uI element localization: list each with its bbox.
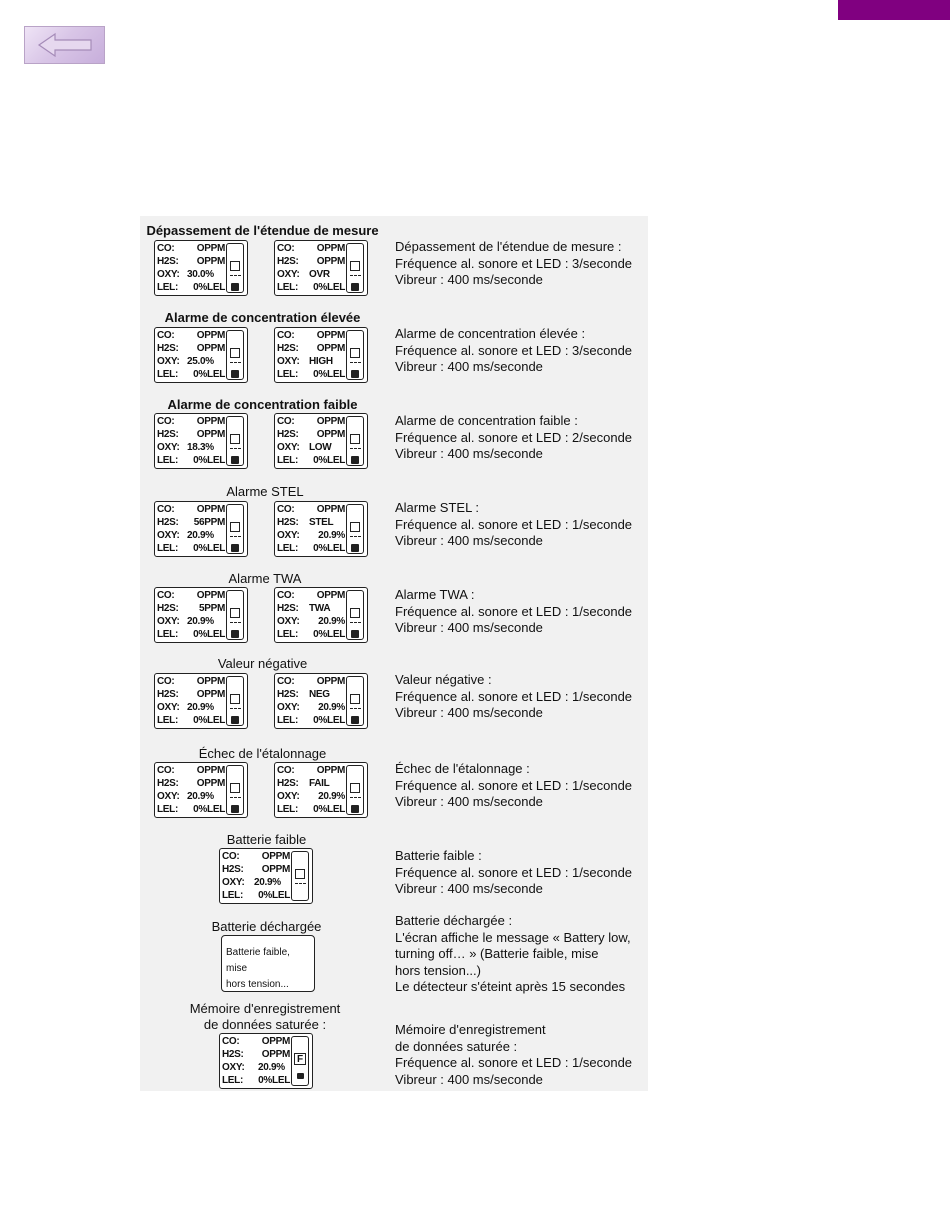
battery-icon: [346, 416, 364, 466]
lcd-gas-value: OPPM: [316, 429, 345, 440]
lcd-gas-label: CO:: [157, 416, 175, 427]
lcd-gas-label: CO:: [277, 590, 295, 601]
lcd-gas-value: OPPM: [196, 256, 225, 267]
battery-icon: [291, 1036, 309, 1086]
lcd-display: [219, 848, 313, 904]
lcd-gas-value: OPPM: [196, 504, 225, 515]
lcd-gas-label: H2S:: [157, 429, 179, 440]
lcd-gas-value: LOW: [309, 442, 332, 453]
lcd-gas-label: H2S:: [157, 256, 179, 267]
lcd-gas-label: OXY:: [277, 530, 300, 541]
section-title: Dépassement de l'étendue de mesure: [146, 223, 379, 238]
description-line: Mémoire d'enregistrement: [395, 1022, 546, 1037]
lcd-gas-label: OXY:: [157, 356, 180, 367]
section-description: [395, 913, 631, 996]
section-title: Batterie faible: [226, 832, 307, 847]
lcd-gas-label: CO:: [277, 504, 295, 515]
lcd-gas-value: 0%LEL: [313, 455, 345, 466]
lcd-gas-label: OXY:: [222, 1062, 245, 1073]
battery-segment: [351, 456, 359, 464]
battery-icon: [346, 330, 364, 380]
battery-icon: [291, 851, 309, 901]
battery-segment: [230, 522, 240, 532]
section-title-line2: de données saturée :: [203, 1017, 327, 1032]
lcd-gas-label: LEL:: [222, 1075, 244, 1086]
lcd-gas-label: LEL:: [277, 455, 299, 466]
battery-segment: [350, 536, 361, 542]
battery-segment: [230, 434, 240, 444]
battery-icon: [346, 676, 364, 726]
lcd-gas-value: OPPM: [316, 765, 345, 776]
battery-icon: [346, 765, 364, 815]
battery-segment: [350, 797, 361, 803]
lcd-gas-label: LEL:: [157, 282, 179, 293]
lcd-gas-value: 20.9%: [318, 530, 345, 541]
description-line: hors tension...): [395, 962, 481, 978]
lcd-gas-value: 0%LEL: [313, 543, 345, 554]
lcd-gas-value: 20.9%: [187, 616, 214, 627]
description-line: Vibreur : 400 ms/seconde: [395, 272, 543, 287]
lcd-gas-label: OXY:: [157, 269, 180, 280]
lcd-gas-value: 20.9%: [318, 791, 345, 802]
battery-segment: [231, 283, 239, 291]
description-line: Alarme de concentration faible :: [395, 413, 578, 428]
battery-icon: [346, 243, 364, 293]
section-description: [395, 848, 632, 898]
lcd-gas-value: 20.9%: [254, 877, 281, 888]
lcd-gas-value: OPPM: [261, 1036, 290, 1047]
description-line: Dépassement de l'étendue de mesure :: [395, 239, 622, 254]
battery-segment: [350, 622, 361, 628]
lcd-gas-value: 20.9%: [318, 702, 345, 713]
description-line: Échec de l'étalonnage :: [395, 761, 530, 776]
lcd-display: [154, 413, 248, 469]
lcd-gas-label: LEL:: [277, 715, 299, 726]
description-line: Vibreur : 400 ms/seconde: [395, 359, 543, 374]
lcd-gas-value: OPPM: [316, 243, 345, 254]
description-line: de données saturée :: [395, 1038, 518, 1054]
description-line: Vibreur : 400 ms/seconde: [395, 705, 543, 720]
lcd-gas-label: CO:: [277, 676, 295, 687]
lcd-gas-label: H2S:: [277, 778, 299, 789]
lcd-gas-label: CO:: [277, 765, 295, 776]
lcd-gas-label: LEL:: [157, 715, 179, 726]
battery-segment: [231, 716, 239, 724]
lcd-display: [274, 762, 368, 818]
lcd-gas-label: H2S:: [157, 343, 179, 354]
battery-segment: [231, 630, 239, 638]
battery-segment: [231, 805, 239, 813]
description-line: Vibreur : 400 ms/seconde: [395, 1071, 543, 1087]
description-line: Fréquence al. sonore et LED : 1/seconde: [395, 777, 633, 793]
battery-icon: [226, 765, 244, 815]
lcd-gas-label: CO:: [157, 330, 175, 341]
lcd-gas-value: OPPM: [196, 429, 225, 440]
description-line: Vibreur : 400 ms/seconde: [395, 446, 543, 461]
description-line: Le détecteur s'éteint après 15 secondes: [395, 979, 626, 994]
lcd-gas-value: OPPM: [316, 330, 345, 341]
lcd-gas-label: OXY:: [157, 442, 180, 453]
section-description: [395, 1022, 632, 1088]
section-description: [395, 672, 632, 722]
description-line: Vibreur : 400 ms/seconde: [395, 620, 543, 635]
battery-icon: [226, 504, 244, 554]
section-title: Alarme STEL: [226, 484, 304, 499]
lcd-display: [154, 501, 248, 557]
lcd-gas-value: 0%LEL: [313, 629, 345, 640]
lcd-gas-value: 20.9%: [187, 530, 214, 541]
description-line: Alarme TWA :: [395, 587, 475, 602]
section-title: Alarme de concentration faible: [167, 397, 358, 412]
lcd-gas-value: OVR: [309, 269, 330, 280]
lcd-gas-label: OXY:: [277, 791, 300, 802]
lcd-gas-value: 0%LEL: [313, 804, 345, 815]
battery-segment: [350, 694, 360, 704]
lcd-gas-label: OXY:: [157, 530, 180, 541]
section-description: [395, 239, 632, 289]
lcd-gas-value: OPPM: [261, 851, 290, 862]
lcd-gas-value: OPPM: [316, 504, 345, 515]
description-line: Fréquence al. sonore et LED : 1/seconde: [395, 603, 633, 619]
lcd-gas-label: OXY:: [157, 791, 180, 802]
description-line: Alarme STEL :: [395, 500, 480, 515]
battery-segment: [350, 448, 361, 454]
battery-segment: [230, 362, 241, 368]
lcd-gas-label: LEL:: [157, 804, 179, 815]
description-line: Fréquence al. sonore et LED : 1/seconde: [395, 688, 633, 704]
lcd-gas-value: OPPM: [196, 689, 225, 700]
description-line: Fréquence al. sonore et LED : 3/seconde: [395, 342, 633, 358]
lcd-gas-value: OPPM: [196, 330, 225, 341]
description-line: Vibreur : 400 ms/seconde: [395, 533, 543, 548]
section-title: Batterie déchargée: [211, 919, 322, 934]
section-title: Alarme de concentration élevée: [164, 310, 361, 325]
lcd-message-display: Batterie faible, mise hors tension...: [221, 935, 315, 992]
battery-segment: [295, 883, 306, 889]
lcd-display: [219, 1033, 313, 1089]
lcd-gas-value: 20.9%: [318, 616, 345, 627]
section-description: [395, 587, 632, 637]
arrow-left-icon: [35, 32, 95, 58]
battery-segment: [350, 434, 360, 444]
lcd-gas-label: CO:: [157, 676, 175, 687]
description-line: Alarme de concentration élevée :: [395, 326, 586, 341]
lcd-gas-label: OXY:: [222, 877, 245, 888]
lcd-gas-value: 5PPM: [198, 603, 225, 614]
lcd-gas-value: OPPM: [196, 676, 225, 687]
section-title: Mémoire d'enregistrement: [189, 1001, 341, 1016]
lcd-gas-value: OPPM: [316, 676, 345, 687]
description-line: Vibreur : 400 ms/seconde: [395, 794, 543, 809]
lcd-gas-label: H2S:: [222, 864, 244, 875]
lcd-gas-value: 25.0%: [187, 356, 214, 367]
lcd-gas-value: 0%LEL: [193, 282, 225, 293]
lcd-gas-value: OPPM: [196, 343, 225, 354]
lcd-gas-value: OPPM: [261, 1049, 290, 1060]
lcd-gas-value: 0%LEL: [258, 1075, 290, 1086]
battery-icon: [226, 676, 244, 726]
battery-segment: [351, 805, 359, 813]
lcd-gas-label: H2S:: [277, 517, 299, 528]
battery-segment: [231, 544, 239, 552]
battery-segment: [231, 370, 239, 378]
description-line: turning off… » (Batterie faible, mise: [395, 946, 599, 961]
lcd-display: [154, 673, 248, 729]
battery-segment: [230, 797, 241, 803]
lcd-gas-label: CO:: [277, 330, 295, 341]
battery-segment: [350, 261, 360, 271]
battery-segment: [230, 275, 241, 281]
battery-segment: [230, 694, 240, 704]
lcd-display: [274, 501, 368, 557]
battery-segment: [351, 283, 359, 291]
battery-segment: [230, 448, 241, 454]
description-line: L'écran affiche le message « Battery low,: [395, 929, 631, 945]
back-button[interactable]: [24, 26, 105, 64]
battery-segment: [230, 708, 241, 714]
lcd-gas-label: H2S:: [277, 603, 299, 614]
lcd-display: [274, 673, 368, 729]
battery-segment: [351, 370, 359, 378]
description-line: Fréquence al. sonore et LED : 2/seconde: [395, 429, 633, 445]
lcd-gas-label: CO:: [157, 590, 175, 601]
battery-segment: [231, 456, 239, 464]
lcd-gas-value: OPPM: [316, 256, 345, 267]
lcd-gas-label: LEL:: [277, 629, 299, 640]
lcd-gas-label: CO:: [157, 243, 175, 254]
lcd-gas-label: OXY:: [157, 702, 180, 713]
battery-segment: [350, 522, 360, 532]
lcd-gas-label: LEL:: [277, 804, 299, 815]
lcd-gas-value: 0%LEL: [193, 629, 225, 640]
lcd-display: [274, 587, 368, 643]
battery-segment: [351, 630, 359, 638]
battery-segment: [230, 348, 240, 358]
battery-icon: [226, 590, 244, 640]
lcd-gas-value: 20.9%: [187, 702, 214, 713]
lcd-gas-label: OXY:: [277, 702, 300, 713]
memory-full-indicator: F: [294, 1053, 306, 1065]
battery-segment: [351, 544, 359, 552]
lcd-gas-value: 0%LEL: [313, 715, 345, 726]
lcd-display: [154, 240, 248, 296]
battery-segment: [230, 783, 240, 793]
lcd-gas-label: LEL:: [157, 369, 179, 380]
lcd-gas-value: 0%LEL: [193, 543, 225, 554]
description-line: Batterie faible :: [395, 848, 482, 863]
lcd-gas-label: H2S:: [157, 603, 179, 614]
lcd-gas-label: H2S:: [277, 343, 299, 354]
lcd-gas-label: H2S:: [157, 517, 179, 528]
battery-icon: [226, 416, 244, 466]
section-title: Échec de l'étalonnage: [198, 746, 327, 761]
description-line: Valeur négative :: [395, 672, 492, 687]
lcd-display: [154, 587, 248, 643]
lcd-gas-value: 0%LEL: [313, 369, 345, 380]
lcd-display: [274, 327, 368, 383]
lcd-gas-value: OPPM: [196, 416, 225, 427]
battery-icon: [226, 330, 244, 380]
lcd-gas-value: STEL: [309, 517, 334, 528]
battery-icon: [226, 243, 244, 293]
lcd-gas-label: CO:: [277, 416, 295, 427]
section-description: [395, 326, 632, 376]
battery-segment: [230, 261, 240, 271]
lcd-gas-value: OPPM: [196, 765, 225, 776]
section-description: [395, 761, 632, 811]
lcd-gas-value: 0%LEL: [193, 715, 225, 726]
battery-segment: [230, 536, 241, 542]
lcd-gas-value: 0%LEL: [193, 369, 225, 380]
battery-segment: [350, 783, 360, 793]
lcd-gas-label: CO:: [157, 504, 175, 515]
lcd-gas-value: OPPM: [196, 243, 225, 254]
lcd-gas-label: LEL:: [157, 543, 179, 554]
battery-segment: [297, 1073, 304, 1079]
lcd-display: [154, 762, 248, 818]
lcd-gas-label: OXY:: [277, 356, 300, 367]
battery-segment: [230, 622, 241, 628]
lcd-gas-value: OPPM: [261, 864, 290, 875]
description-line: Fréquence al. sonore et LED : 1/seconde: [395, 1055, 633, 1070]
section-title: Alarme TWA: [228, 571, 302, 586]
section-description: [395, 500, 632, 550]
description-line: Vibreur : 400 ms/seconde: [395, 881, 543, 896]
description-line: Fréquence al. sonore et LED : 1/seconde: [395, 864, 633, 880]
battery-segment: [351, 716, 359, 724]
lcd-gas-value: OPPM: [316, 416, 345, 427]
lcd-display: [274, 240, 368, 296]
lcd-gas-label: CO:: [222, 1036, 240, 1047]
lcd-gas-value: 0%LEL: [313, 282, 345, 293]
lcd-gas-label: LEL:: [157, 455, 179, 466]
lcd-display: [154, 327, 248, 383]
lcd-gas-value: 0%LEL: [193, 455, 225, 466]
description-line: Fréquence al. sonore et LED : 3/seconde: [395, 255, 633, 271]
lcd-gas-label: OXY:: [277, 442, 300, 453]
lcd-display: [274, 413, 368, 469]
lcd-gas-value: 20.9%: [258, 1062, 285, 1073]
description-line: Batterie déchargée :: [395, 913, 513, 928]
lcd-gas-label: LEL:: [157, 629, 179, 640]
top-accent-bar: [838, 0, 950, 20]
lcd-gas-value: 30.0%: [187, 269, 214, 280]
lcd-gas-value: OPPM: [316, 590, 345, 601]
lcd-gas-value: 18.3%: [187, 442, 214, 453]
battery-segment: [350, 708, 361, 714]
lcd-gas-label: CO:: [157, 765, 175, 776]
lcd-gas-value: NEG: [309, 689, 330, 700]
lcd-gas-label: OXY:: [277, 269, 300, 280]
battery-segment: [350, 275, 361, 281]
lcd-gas-label: H2S:: [277, 256, 299, 267]
lcd-gas-value: OPPM: [316, 343, 345, 354]
battery-segment: [350, 362, 361, 368]
lcd-gas-label: OXY:: [277, 616, 300, 627]
lcd-gas-value: OPPM: [196, 590, 225, 601]
lcd-gas-value: HIGH: [309, 356, 333, 367]
lcd-gas-label: H2S:: [157, 689, 179, 700]
lcd-gas-value: 0%LEL: [193, 804, 225, 815]
lcd-gas-label: LEL:: [222, 890, 244, 901]
lcd-gas-value: OPPM: [196, 778, 225, 789]
lcd-gas-label: CO:: [222, 851, 240, 862]
lcd-gas-value: 0%LEL: [258, 890, 290, 901]
battery-segment: [350, 608, 360, 618]
lcd-gas-value: 20.9%: [187, 791, 214, 802]
section-description: [395, 413, 632, 463]
battery-segment: [350, 348, 360, 358]
lcd-gas-label: H2S:: [277, 689, 299, 700]
lcd-gas-label: H2S:: [222, 1049, 244, 1060]
lcd-gas-label: CO:: [277, 243, 295, 254]
description-line: Fréquence al. sonore et LED : 1/seconde: [395, 516, 633, 532]
lcd-gas-label: LEL:: [277, 282, 299, 293]
lcd-gas-label: OXY:: [157, 616, 180, 627]
lcd-gas-label: LEL:: [277, 543, 299, 554]
battery-segment: [230, 608, 240, 618]
lcd-gas-value: FAIL: [309, 778, 330, 789]
lcd-gas-value: 56PPM: [193, 517, 225, 528]
battery-icon: [346, 590, 364, 640]
lcd-gas-label: LEL:: [277, 369, 299, 380]
battery-segment: [295, 869, 305, 879]
lcd-gas-label: H2S:: [277, 429, 299, 440]
lcd-gas-value: TWA: [309, 603, 331, 614]
lcd-gas-label: H2S:: [157, 778, 179, 789]
battery-icon: [346, 504, 364, 554]
section-title: Valeur négative: [217, 656, 308, 671]
